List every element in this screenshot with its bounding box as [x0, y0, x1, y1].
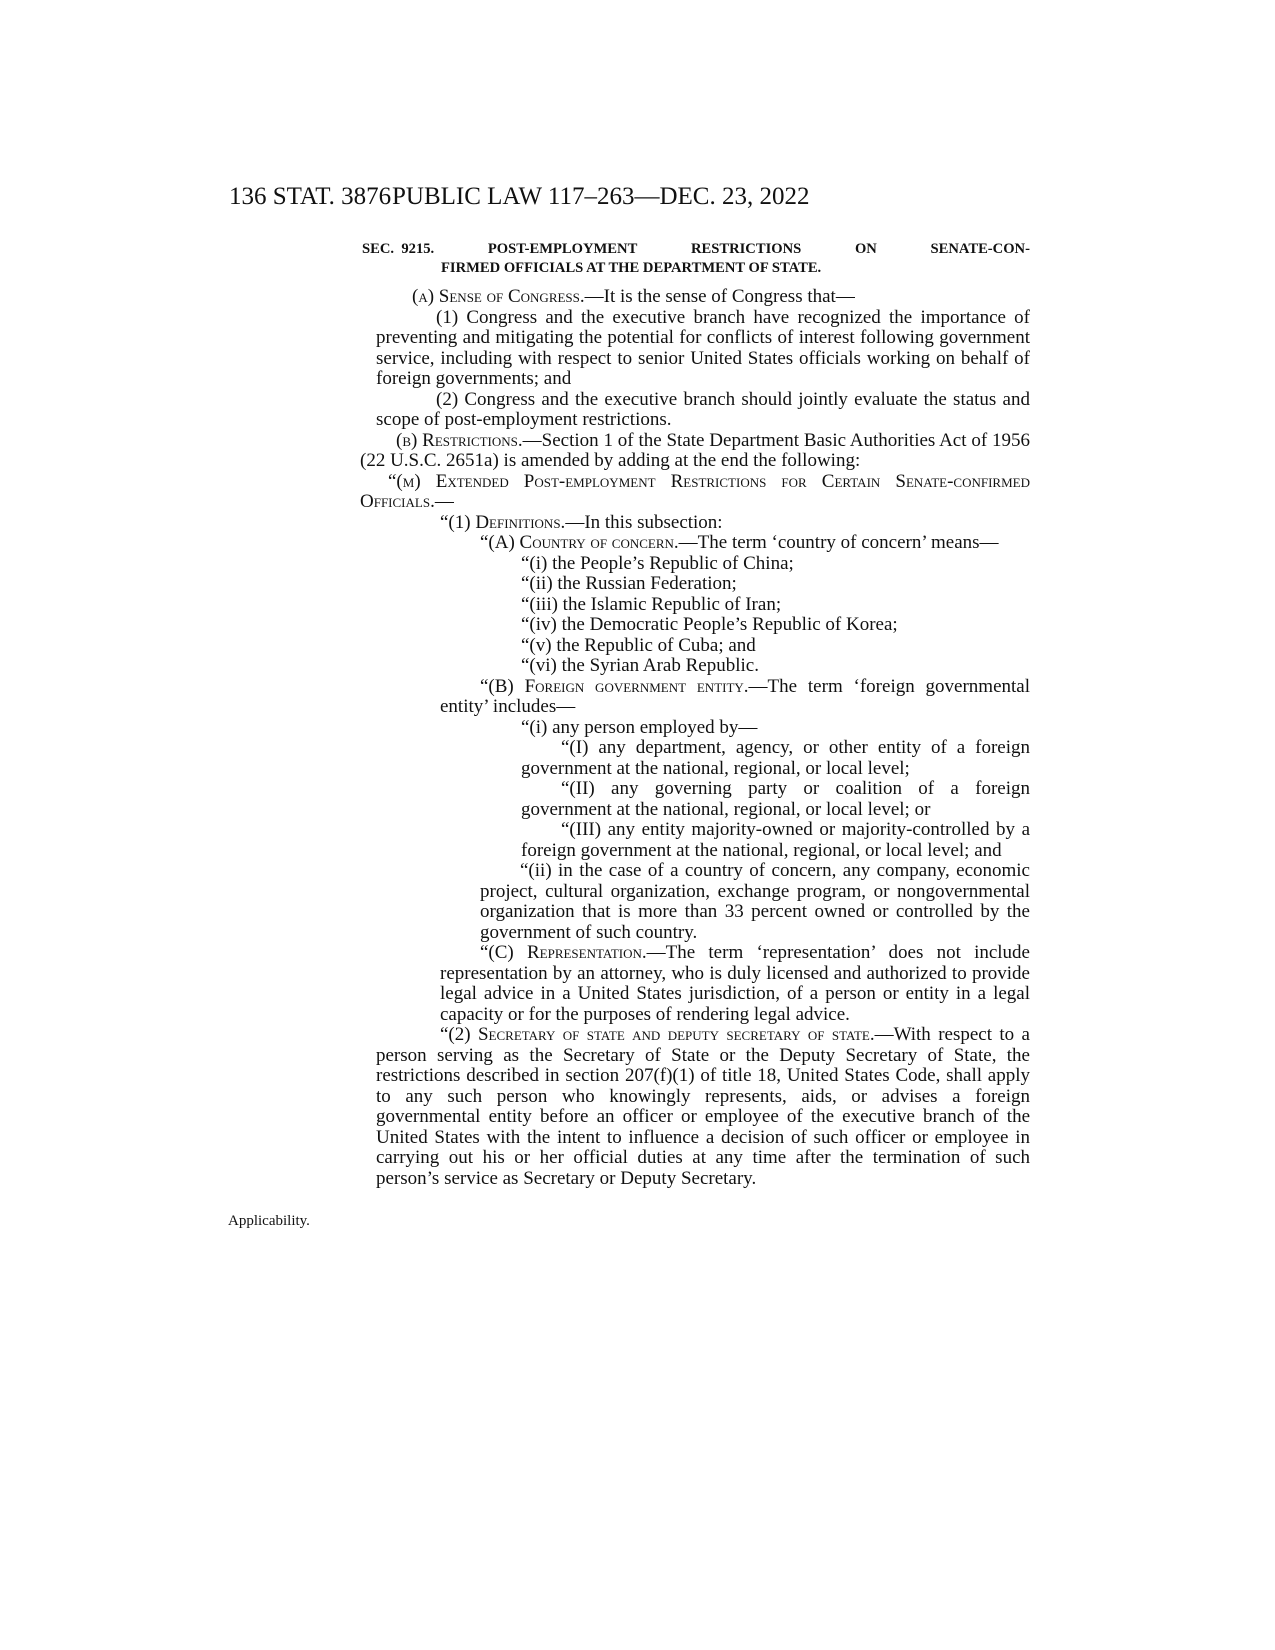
list-item: “(vi) the Syrian Arab Republic. — [521, 655, 759, 676]
paragraph-2: “(2) Secretary of state and deputy secretary of state.—With respect to a person serving as the Secretary of State or the Deputy Secretary of State, the restrictions described in section 207(f)(1) of title 18, United States Code, shall apply to any such person who knowingly represents, aids, or advises a foreign governmental entity before an officer or employee of the executive branch of the United States with the intent to influence a decision of such officer or employee in carrying out his or her official duties at any time after the termination of such person’s service as Secretary or Deputy Secretary. — [376, 1024, 1030, 1189]
subsection-b: (b) Restrictions.—Section 1 of the State Department Basic Authorities Act of 1956 (22 U.S.C. 2651a) is amended by adding at the end the following: — [360, 429, 1030, 471]
paragraph-a2: (2) Congress and the executive branch should jointly evaluate the status and scope of post-employment restrictions. — [376, 388, 1030, 430]
definition-b: “(B) Foreign government entity.—The term ‘foreign governmental entity’ includes— — [440, 675, 1030, 717]
subsection-a: (a) Sense of Congress.—It is the sense of Congress that— — [412, 286, 855, 307]
country-list — [376, 554, 1030, 677]
section-title-word: POST-EMPLOYMENT — [487, 241, 638, 257]
section-heading — [362, 240, 1030, 278]
definition-b-i-I: “(I) any department, agency, or other entity of a foreign government at the national, regional, or local level; — [521, 737, 1030, 779]
section-title-word: RESTRICTIONS — [690, 241, 802, 257]
section-label: SEC. 9215. — [362, 241, 435, 257]
definition-b-i: “(i) any person employed by— — [521, 716, 758, 738]
definition-b-ii: “(ii) in the case of a country of concern, any company, economic project, cultural organization, exchange program, or nongovernmental organization that is more than 33 percent owned or controlled by the government of such country. — [480, 860, 1030, 943]
list-item: “(iv) the Democratic People’s Republic of Korea; — [521, 614, 898, 635]
section-title-word: SENATE-CON- — [930, 241, 1030, 257]
list-item: “(iii) the Islamic Republic of Iran; — [521, 593, 782, 615]
section-title-line2: FIRMED OFFICIALS AT THE DEPARTMENT OF STATE. — [441, 260, 822, 276]
section-title-word: ON — [854, 241, 877, 257]
public-law-title: PUBLIC LAW 117–263—DEC. 23, 2022 — [392, 183, 810, 210]
stat-citation: 136 STAT. 3876 — [229, 183, 392, 210]
list-item: “(ii) the Russian Federation; — [521, 573, 737, 594]
list-item: “(i) the People’s Republic of China; — [521, 552, 794, 574]
list-item: “(v) the Republic of Cuba; and — [521, 634, 756, 656]
definitions-heading: “(1) Definitions.—In this subsection: — [440, 511, 723, 533]
definition-b-i-II: “(II) any governing party or coalition of a foreign government at the national, regional, or local level; or — [521, 778, 1030, 820]
page-header — [0, 183, 1275, 223]
definition-c: “(C) Representation.—The term ‘representation’ does not include representation by an attorney, who is duly licensed and authorized to provide legal advice in a United States jurisdiction, of a person or entity in a legal capacity or for the purposes of rendering legal advice. — [440, 942, 1030, 1025]
definition-b-i-III: “(III) any entity majority-owned or majority-controlled by a foreign government at the national, regional, or local level; and — [521, 819, 1030, 861]
margin-note: Applicability. — [228, 1213, 310, 1229]
definition-a: “(A) Country of concern.—The term ‘country of concern’ means— — [480, 532, 999, 553]
subsection-m-heading: “(m) Extended Post-employment Restrictions for Certain Senate-confirmed Officials.— — [360, 470, 1030, 512]
document-body — [360, 286, 1030, 1189]
paragraph-a1: (1) Congress and the executive branch have recognized the importance of preventing and mitigating the potential for conflicts of interest following government service, including with respect to senior United States officials working on behalf of foreign governments; and — [376, 306, 1030, 389]
